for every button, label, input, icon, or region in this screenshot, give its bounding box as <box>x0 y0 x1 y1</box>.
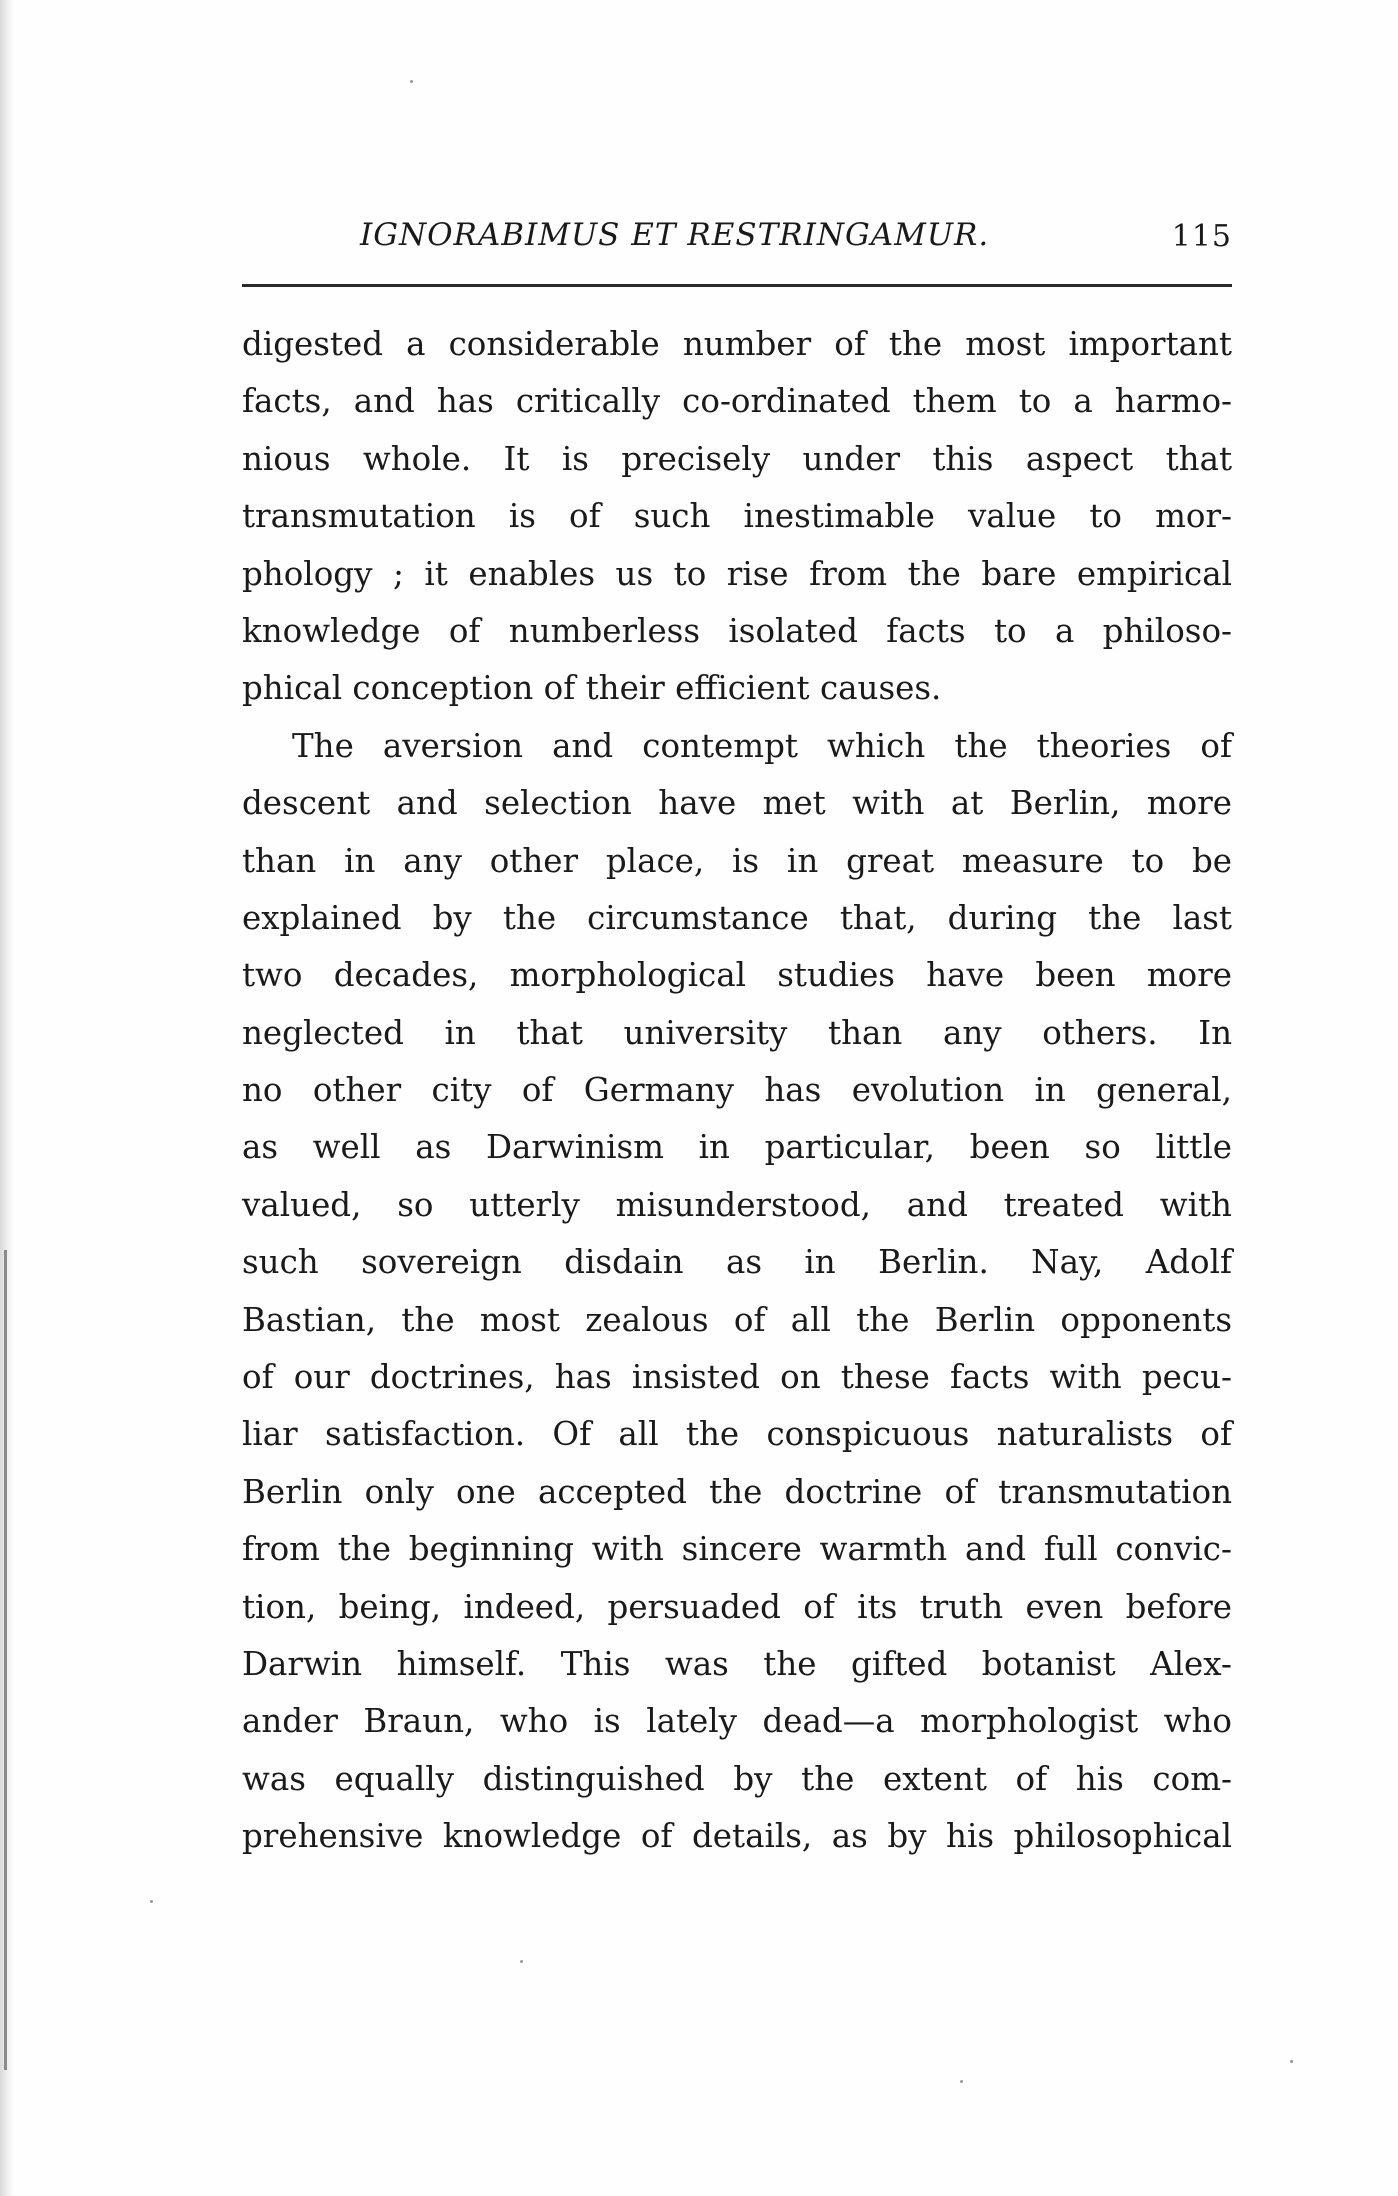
text-line: neglected in that university than any others. In <box>242 1013 1232 1052</box>
text-line: facts, and has critically co-ordinated them to a harmo- <box>242 382 1232 421</box>
text-line: Berlin only one accepted the doctrine of transmutation <box>242 1472 1232 1511</box>
text-line: Darwin himself. This was the gifted botanist Alex- <box>242 1644 1232 1683</box>
text-line: prehensive knowledge of details, as by his philosophical <box>242 1817 1232 1856</box>
text-line: nious whole. It is precisely under this aspect that <box>242 439 1232 478</box>
running-header <box>242 207 1232 267</box>
text-line: digested a considerable number of the most important <box>242 325 1232 363</box>
scan-speck <box>520 1960 523 1963</box>
text-line: descent and selection have met with at Berlin, more <box>242 784 1232 823</box>
text-line: such sovereign disdain as in Berlin. Nay, Adolf <box>242 1243 1232 1282</box>
body-text <box>242 316 1232 1866</box>
scan-speck <box>150 1900 153 1903</box>
page-gutter-shadow <box>0 0 14 2196</box>
binding-edge-mark <box>4 1250 7 2070</box>
text-line: ander Braun, who is lately dead—a morphologist who <box>242 1702 1232 1741</box>
paragraph-1 <box>242 316 1232 718</box>
text-line: phical conception of their efficient causes. <box>242 669 942 708</box>
text-line: from the beginning with sincere warmth and full convic- <box>242 1530 1232 1569</box>
scan-speck <box>410 80 413 83</box>
text-line: tion, being, indeed, persuaded of its truth even before <box>242 1587 1232 1626</box>
paragraph-2 <box>242 718 1232 1866</box>
text-line: The aversion and contempt which the theories of <box>292 726 1232 765</box>
text-line: liar satisfaction. Of all the conspicuous naturalists of <box>242 1415 1232 1454</box>
text-line: valued, so utterly misunderstood, and treated with <box>242 1185 1232 1224</box>
text-line: transmutation is of such inestimable value to mor- <box>242 497 1232 536</box>
text-line: knowledge of numberless isolated facts to a philoso- <box>242 611 1232 650</box>
text-line: explained by the circumstance that, during the last <box>242 898 1232 937</box>
text-line: no other city of Germany has evolution in general, <box>242 1071 1232 1110</box>
text-line: than in any other place, is in great measure to be <box>242 841 1232 880</box>
text-line: Bastian, the most zealous of all the Berlin opponents <box>242 1300 1232 1339</box>
text-line: of our doctrines, has insisted on these facts with pecu- <box>242 1358 1232 1397</box>
text-line: phology ; it enables us to rise from the bare empirical <box>242 554 1232 593</box>
scan-speck <box>1290 2060 1293 2063</box>
page-number: 115 <box>1171 219 1232 254</box>
scan-speck <box>960 2080 963 2083</box>
text-line: as well as Darwinism in particular, been so little <box>242 1128 1232 1167</box>
text-line: two decades, morphological studies have been more <box>242 956 1232 995</box>
header-rule <box>242 284 1232 287</box>
text-line: was equally distinguished by the extent of his com- <box>242 1759 1232 1798</box>
running-title: IGNORABIMUS ET RESTRINGAMUR. <box>360 217 990 253</box>
